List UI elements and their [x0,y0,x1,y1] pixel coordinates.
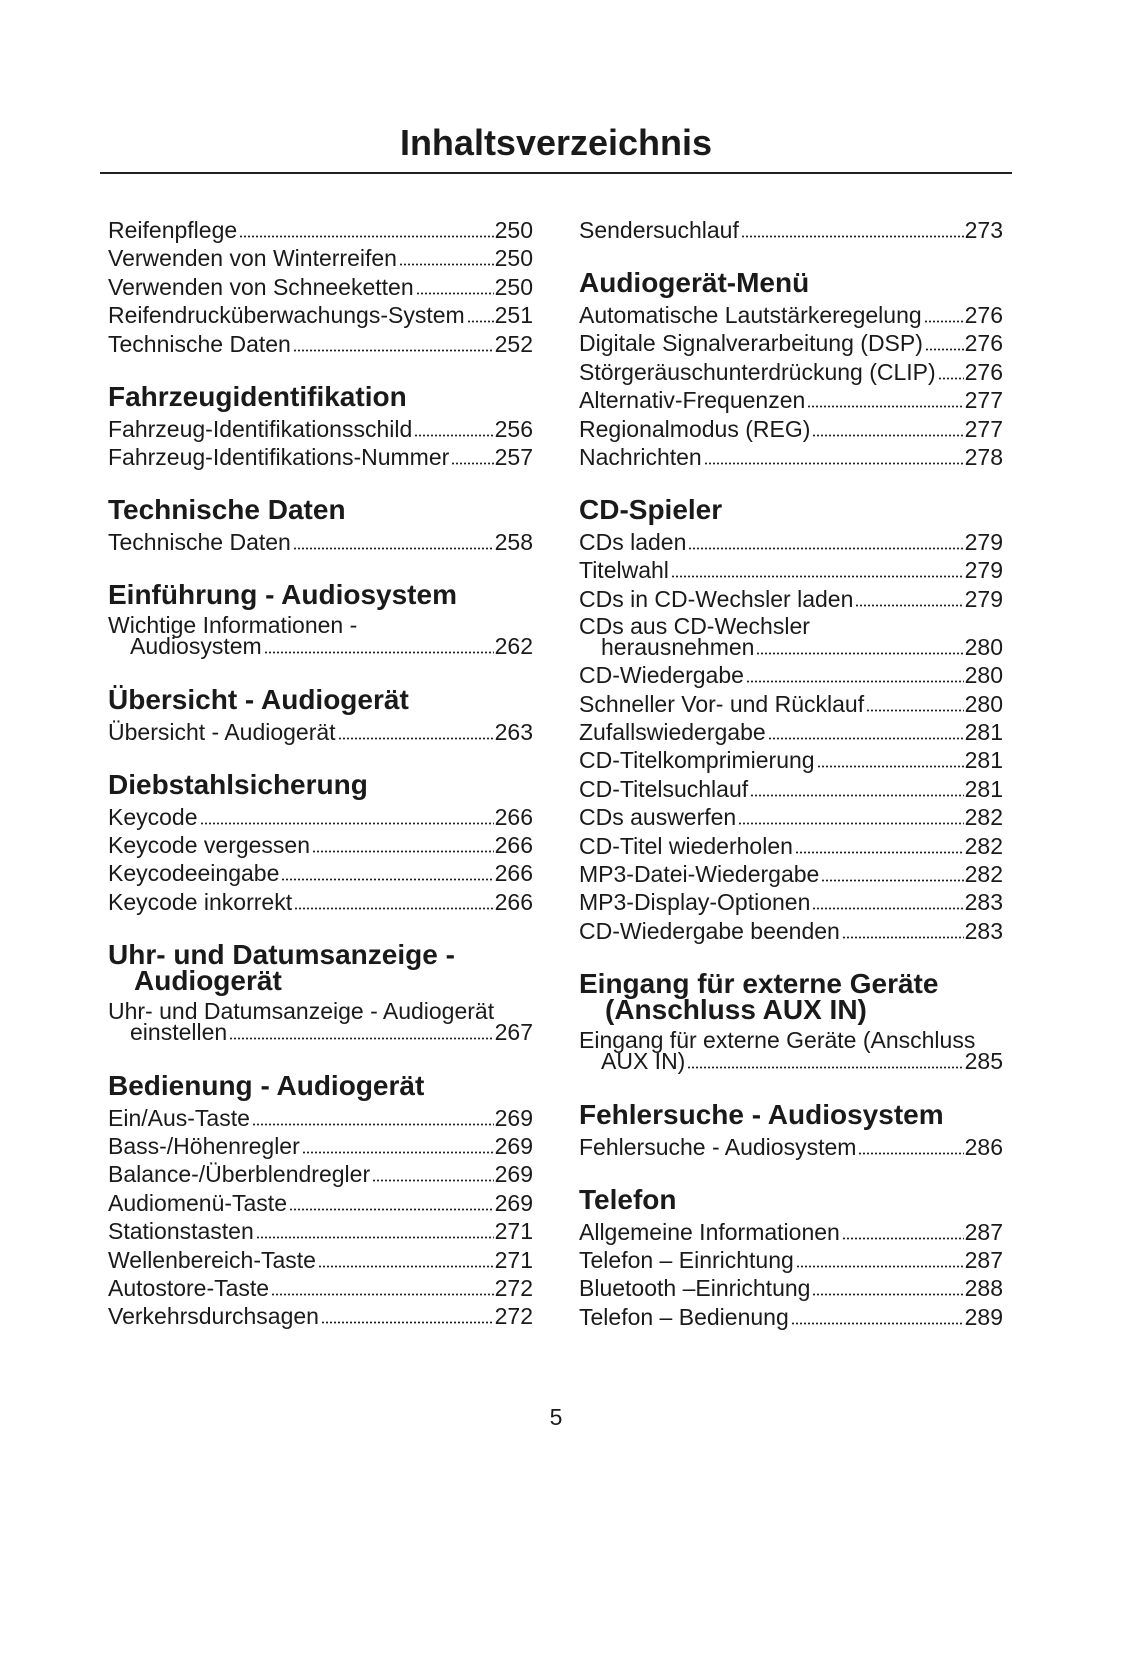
entry-title: Verwenden von Schneeketten [108,273,414,300]
toc-section [108,1070,533,1331]
entry-page-number: 257 [494,443,533,470]
toc-section [579,968,1003,1076]
entry-title: Reifendrucküberwachungs-System [108,302,465,329]
dot-leader [842,1237,964,1240]
toc-entry[interactable] [579,443,1003,471]
entry-title: Wellenbereich-Taste [108,1246,316,1273]
toc-entry[interactable] [579,1274,1003,1302]
dot-leader [200,822,494,825]
entry-page-number: 258 [494,528,533,555]
toc-entry[interactable] [579,1246,1003,1274]
section-heading: Diebstahlsicherung [108,768,368,800]
toc-entry[interactable] [579,216,1003,244]
dot-leader [294,907,494,910]
entry-title: Alternativ-Frequenzen [579,387,806,414]
dot-leader [239,235,493,238]
entry-page-number: 287 [964,1246,1003,1273]
dot-leader [756,652,963,655]
toc-entry[interactable] [108,330,533,358]
section-heading: Fehlersuche - Audiosystem [579,1098,944,1130]
toc-entry[interactable] [579,528,1003,556]
entry-title: Fehlersuche - Audiosystem [579,1133,857,1160]
entry-page-number: 266 [494,803,533,830]
right-column [579,216,1003,1331]
entry-title: Übersicht - Audiogerät [108,718,336,745]
toc-entry[interactable] [108,803,533,831]
dot-leader [741,235,964,238]
entry-title: Ein/Aus-Taste [108,1104,250,1131]
dot-leader [925,348,964,351]
entry-page-number: 282 [964,832,1003,859]
entry-page-number: 252 [494,330,533,357]
toc-section [108,381,533,472]
toc-entry[interactable] [579,1303,1003,1331]
dot-leader [812,434,963,437]
entry-title: Keycode inkorrekt [108,888,293,915]
dot-leader [807,405,963,408]
dot-leader [924,320,964,323]
dot-leader [399,263,494,266]
section-heading: Audiogerät-Menü [579,266,810,298]
entry-page-number: 286 [964,1133,1003,1160]
entry-title: MP3-Display-Optionen [579,889,811,916]
entry-title: Bluetooth –Einrichtung [579,1275,811,1302]
entry-page-number: 262 [494,633,533,660]
toc-entry[interactable] [108,718,533,746]
toc-entry[interactable] [108,1189,533,1217]
entry-page-number: 283 [964,889,1003,916]
entry-title-line: Uhr- und Datumsanzeige - Audiogerät [108,998,495,1025]
entry-page-number: 281 [964,775,1003,802]
entry-page-number: 250 [494,245,533,272]
entry-page-number: 251 [494,302,533,329]
entry-title: Sendersuchlauf [579,217,739,243]
entry-title: Audiomenü-Taste [108,1189,287,1216]
entry-page-number: 277 [964,387,1003,414]
entry-page-number: 279 [964,585,1003,612]
toc-section [579,1099,1003,1161]
entry-title: Fahrzeug-Identifikationsschild [108,415,413,442]
toc-entry[interactable] [579,329,1003,357]
entry-title: Digitale Signalverarbeitung (DSP) [579,330,923,357]
toc-entry[interactable] [108,831,533,859]
entry-title-line: CDs aus CD-Wechsler [579,612,810,639]
toc-entry[interactable] [579,661,1003,689]
toc-entry[interactable] [579,832,1003,860]
dot-leader [338,737,494,740]
entry-title: Störgeräuschunterdrückung (CLIP) [579,358,936,385]
dot-leader [768,737,964,740]
entry-page-number: 271 [494,1246,533,1273]
entry-page-number: 269 [494,1189,533,1216]
entry-title: Keycodeeingabe [108,860,280,887]
toc-entry[interactable] [108,244,533,272]
dot-leader [750,794,963,797]
dot-leader [293,547,494,550]
entry-page-number: 250 [494,273,533,300]
entry-title-line: Wichtige Informationen - [108,612,358,639]
left-column [108,216,533,1331]
toc-section [108,769,533,917]
section-heading: Telefon [579,1183,677,1215]
entry-page-number: 280 [964,690,1003,717]
dot-leader [321,1321,494,1324]
toc-entry[interactable] [108,1160,533,1188]
toc-entry[interactable] [108,1302,533,1330]
title-divider [100,172,1012,174]
toc-entry[interactable] [579,690,1003,718]
section-heading: Übersicht - Audiogerät [108,683,409,715]
toc-entry[interactable] [108,1217,533,1245]
entry-page-number: 276 [964,358,1003,385]
section-heading: CD-Spieler [579,493,723,525]
toc-entry[interactable] [579,415,1003,443]
dot-leader [451,462,493,465]
toc-entry[interactable] [108,888,533,916]
entry-title: CD-Titelsuchlauf [579,775,749,802]
entry-title-continuation [108,633,533,660]
entry-title: Bass-/Höhenregler [108,1133,300,1159]
entry-title: Keycode [108,803,198,830]
dot-leader [858,1152,963,1155]
toc-entry[interactable] [579,888,1003,916]
dot-leader [821,879,963,882]
entry-title: CDs in CD-Wechsler laden [579,585,854,612]
entry-title: Autostore-Taste [108,1274,270,1301]
toc-entry[interactable] [579,1028,1003,1076]
entry-title: Stationstasten [108,1218,254,1245]
toc-entry[interactable] [579,386,1003,414]
entry-title: CDs auswerfen [579,804,737,831]
toc-entry[interactable] [579,301,1003,329]
toc-entry[interactable] [579,746,1003,774]
dot-leader [671,575,964,578]
entry-page-number: 269 [494,1104,533,1131]
toc-entry[interactable] [579,803,1003,831]
dot-leader [795,851,964,854]
dot-leader [318,1265,494,1268]
toc-entry[interactable] [108,999,533,1047]
entry-title-line: AUX IN) [601,1048,686,1075]
entry-title: Technische Daten [108,528,291,555]
dot-leader [281,878,493,881]
toc-entry[interactable] [108,1132,533,1160]
section-heading-line: (Anschluss AUX IN) [605,993,867,1025]
entry-title: Balance-/Überblendregler [108,1161,371,1188]
entry-page-number: 273 [964,217,1003,243]
entry-page-number: 276 [964,330,1003,357]
page-title: Inhaltsverzeichnis [399,122,713,163]
dot-leader [372,1179,494,1182]
dot-leader [256,1236,494,1239]
toc-entry[interactable] [579,775,1003,803]
dot-leader [252,1123,494,1126]
entry-title: CD-Titelkomprimierung [579,747,815,774]
toc-section [108,684,533,746]
entry-page-number: 276 [964,301,1003,328]
toc-entry[interactable] [108,443,533,471]
entry-page-number: 269 [494,1161,533,1188]
toc-entry[interactable] [108,273,533,301]
toc-section [579,216,1003,244]
entry-title: Verwenden von Winterreifen [108,245,397,272]
section-heading: Technische Daten [108,493,346,525]
toc-entry[interactable] [579,860,1003,888]
section-heading-line: Uhr- und Datumsanzeige - [108,938,455,970]
entry-title: Titelwahl [579,557,669,584]
entry-title: Fahrzeug-Identifikations-Nummer [108,443,450,470]
entry-title-line: Audiosystem [130,633,262,660]
dot-leader [866,709,964,712]
entry-page-number: 278 [964,443,1003,470]
section-heading: Bedienung - Audiogerät [108,1069,425,1101]
page-number: 5 [549,1404,563,1430]
entry-title-line: einstellen [130,1019,228,1046]
entry-page-number: 280 [964,633,1003,660]
dot-leader [842,936,964,939]
toc-section [579,267,1003,471]
dot-leader [467,320,494,323]
dot-leader [855,604,963,607]
toc-entry[interactable] [579,917,1003,945]
toc-entry[interactable] [579,585,1003,613]
section-heading: Einführung - Audiosystem [108,578,457,610]
dot-leader [293,349,494,352]
entry-title-line: Eingang für externe Geräte (Anschluss [579,1027,976,1054]
entry-title: Automatische Lautstärkeregelung [579,301,922,328]
toc-entry[interactable] [108,528,533,556]
entry-title: Verkehrsdurchsagen [108,1303,319,1330]
entry-page-number: 279 [964,528,1003,555]
dot-leader [796,1265,964,1268]
dot-leader [414,434,493,437]
entry-title: Zufallswiedergabe [579,719,766,746]
dot-leader [938,377,964,380]
entry-title: Nachrichten [579,443,702,470]
entry-page-number: 266 [494,888,533,915]
entry-page-number: 256 [494,415,533,442]
toc-entry[interactable] [579,613,1003,661]
entry-page-number: 267 [494,1019,533,1046]
entry-page-number: 289 [964,1303,1003,1330]
dot-leader [302,1151,494,1154]
entry-page-number: 271 [494,1218,533,1245]
dot-leader [738,822,963,825]
dot-leader [704,462,964,465]
entry-title: Keycode vergessen [108,832,311,859]
entry-page-number: 288 [964,1275,1003,1302]
toc-section [579,494,1003,945]
dot-leader [687,1066,963,1069]
toc-section [108,216,533,358]
entry-title: Telefon – Einrichtung [579,1246,794,1273]
toc-entry[interactable] [579,718,1003,746]
entry-page-number: 266 [494,860,533,887]
dot-leader [289,1208,494,1211]
entry-page-number: 272 [494,1274,533,1301]
dot-leader [416,292,494,295]
entry-title-continuation [579,633,1003,660]
section-heading: Fahrzeugidentifikation [108,380,407,412]
toc-entry[interactable] [108,1274,533,1302]
entry-page-number: 272 [494,1303,533,1330]
entry-page-number: 263 [494,718,533,745]
toc-section [108,494,533,556]
dot-leader [688,547,963,550]
entry-page-number: 280 [964,662,1003,689]
entry-page-number: 250 [494,217,533,243]
entry-title-line: herausnehmen [601,633,755,660]
toc-entry[interactable] [108,1246,533,1274]
entry-title-continuation [108,1019,533,1046]
toc-section [108,939,533,1047]
entry-title: Reifenpflege [108,217,238,243]
toc-entry[interactable] [108,301,533,329]
toc-entry[interactable] [579,1218,1003,1246]
dot-leader [271,1293,494,1296]
entry-title-continuation [579,1048,1003,1075]
toc-entry[interactable] [108,415,533,443]
section-heading [579,968,1003,1026]
entry-page-number: 282 [964,804,1003,831]
dot-leader [812,907,963,910]
dot-leader [229,1037,493,1040]
toc-entry[interactable] [579,556,1003,584]
dot-leader [817,765,964,768]
entry-page-number: 287 [964,1218,1003,1245]
entry-page-number: 283 [964,917,1003,944]
dot-leader [312,850,494,853]
entry-title: Allgemeine Informationen [579,1218,840,1245]
toc-entry[interactable] [108,216,533,244]
entry-title: Schneller Vor- und Rücklauf [579,690,865,717]
entry-title: MP3-Datei-Wiedergabe [579,861,820,888]
dot-leader [264,651,494,654]
entry-page-number: 285 [964,1048,1003,1075]
toc-entry[interactable] [108,613,533,661]
entry-title: CD-Wiedergabe beenden [579,917,840,944]
entry-page-number: 269 [494,1133,533,1159]
toc-entry[interactable] [108,859,533,887]
toc-entry[interactable] [579,1133,1003,1161]
section-heading-line: Eingang für externe Geräte [579,967,939,999]
entry-page-number: 281 [964,747,1003,774]
entry-page-number: 277 [964,415,1003,442]
entry-title: CD-Titel wiederholen [579,832,793,859]
toc-entry[interactable] [579,358,1003,386]
dot-leader [812,1293,963,1296]
section-heading [108,939,533,997]
entry-title: CDs laden [579,528,687,555]
entry-title: Regionalmodus (REG) [579,415,811,442]
entry-title: CD-Wiedergabe [579,662,744,689]
entry-page-number: 281 [964,719,1003,746]
dot-leader [746,680,964,683]
toc-section [108,579,533,661]
entry-page-number: 282 [964,861,1003,888]
entry-title: Telefon – Bedienung [579,1303,789,1330]
dot-leader [791,1322,964,1325]
section-heading-line: Audiogerät [134,964,282,996]
entry-title: Technische Daten [108,330,291,357]
entry-page-number: 266 [494,832,533,859]
toc-section [579,1184,1003,1332]
entry-page-number: 279 [964,557,1003,584]
toc-entry[interactable] [108,1104,533,1132]
